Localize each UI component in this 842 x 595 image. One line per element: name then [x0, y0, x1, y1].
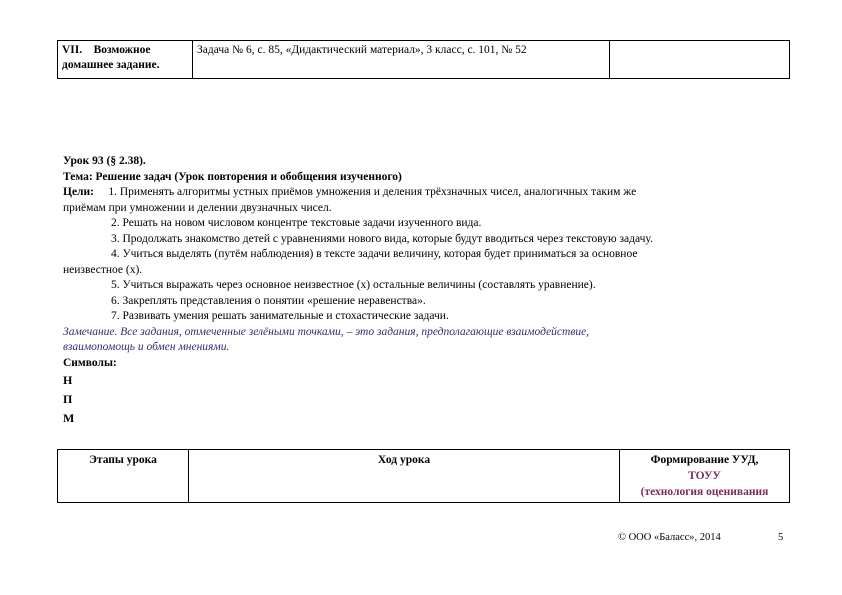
symbol-p: П	[63, 392, 73, 406]
page-number: 5	[778, 532, 784, 543]
topic-label: Тема:	[63, 170, 93, 183]
stage-label-line2: домашнее задание.	[62, 59, 160, 71]
goal-1-continued: приёмам при умножении и делении двузначных чисел.	[63, 201, 332, 214]
goals-label: Цели:	[63, 186, 94, 198]
homework-table	[57, 40, 790, 79]
table-row	[58, 41, 790, 79]
goal-6: 6. Закреплять представления о понятии «решение неравенства».	[111, 294, 426, 307]
note-line-2: взаимопомощь и обмен мнениями.	[63, 341, 230, 353]
note-line-1: Замечание. Все задания, отмеченные зелёными точками, – это задания, предполагающие взаимодействие,	[63, 325, 590, 338]
skills-header-line3: (технология оценивания	[640, 486, 769, 498]
goal-1-text: 1. Применять алгоритмы устных приёмов умножения и деления трёхзначных чисел, аналогичных таким же	[93, 186, 637, 198]
goal-5: 5. Учиться выражать через основное неизвестное (х) остальные величины (составлять уравнение).	[111, 279, 596, 291]
topic-text: Решение задач (Урок повторения и обобщения изученного)	[92, 170, 402, 183]
lesson-topic	[63, 170, 783, 186]
goal-1	[63, 185, 783, 201]
goal-4: 4. Учиться выделять (путём наблюдения) в тексте задачи величину, которая будет приниматься за основное	[111, 248, 638, 260]
goal-7: 7. Развивать умения решать занимательные и стохастические задачи.	[111, 310, 449, 322]
lesson-content	[63, 154, 783, 428]
skills-header-line1: Формирование УУД,	[650, 454, 759, 466]
symbols-label: Символы:	[63, 356, 117, 369]
goal-3: 3. Продолжать знакомство детей с уравнениями нового вида, которые будут вводиться через текстовую задачу.	[111, 232, 653, 245]
copyright-footer: © ООО «Баласс», 2014	[618, 532, 721, 543]
column-header-skills	[620, 450, 790, 503]
empty-cell	[610, 41, 790, 79]
column-header-stages: Этапы урока	[58, 450, 189, 503]
table-header-row	[58, 450, 790, 503]
lesson-plan-table	[57, 449, 790, 503]
column-header-progress: Ход урока	[189, 450, 620, 503]
symbol-n: Н	[63, 373, 73, 387]
skills-header-line2: ТОУУ	[688, 470, 721, 482]
stage-label-line1: VII. Возможное	[62, 44, 151, 56]
stage-cell	[58, 41, 193, 79]
goal-4-continued: неизвестное (х).	[63, 263, 143, 276]
lesson-title: Урок 93 (§ 2.38).	[63, 155, 146, 167]
homework-cell: Задача № 6, с. 85, «Дидактический материал», 3 класс, с. 101, № 52	[193, 41, 610, 79]
symbol-m: М	[63, 411, 75, 425]
goal-2: 2. Решать на новом числовом концентре текстовые задачи изученного вида.	[111, 217, 482, 229]
